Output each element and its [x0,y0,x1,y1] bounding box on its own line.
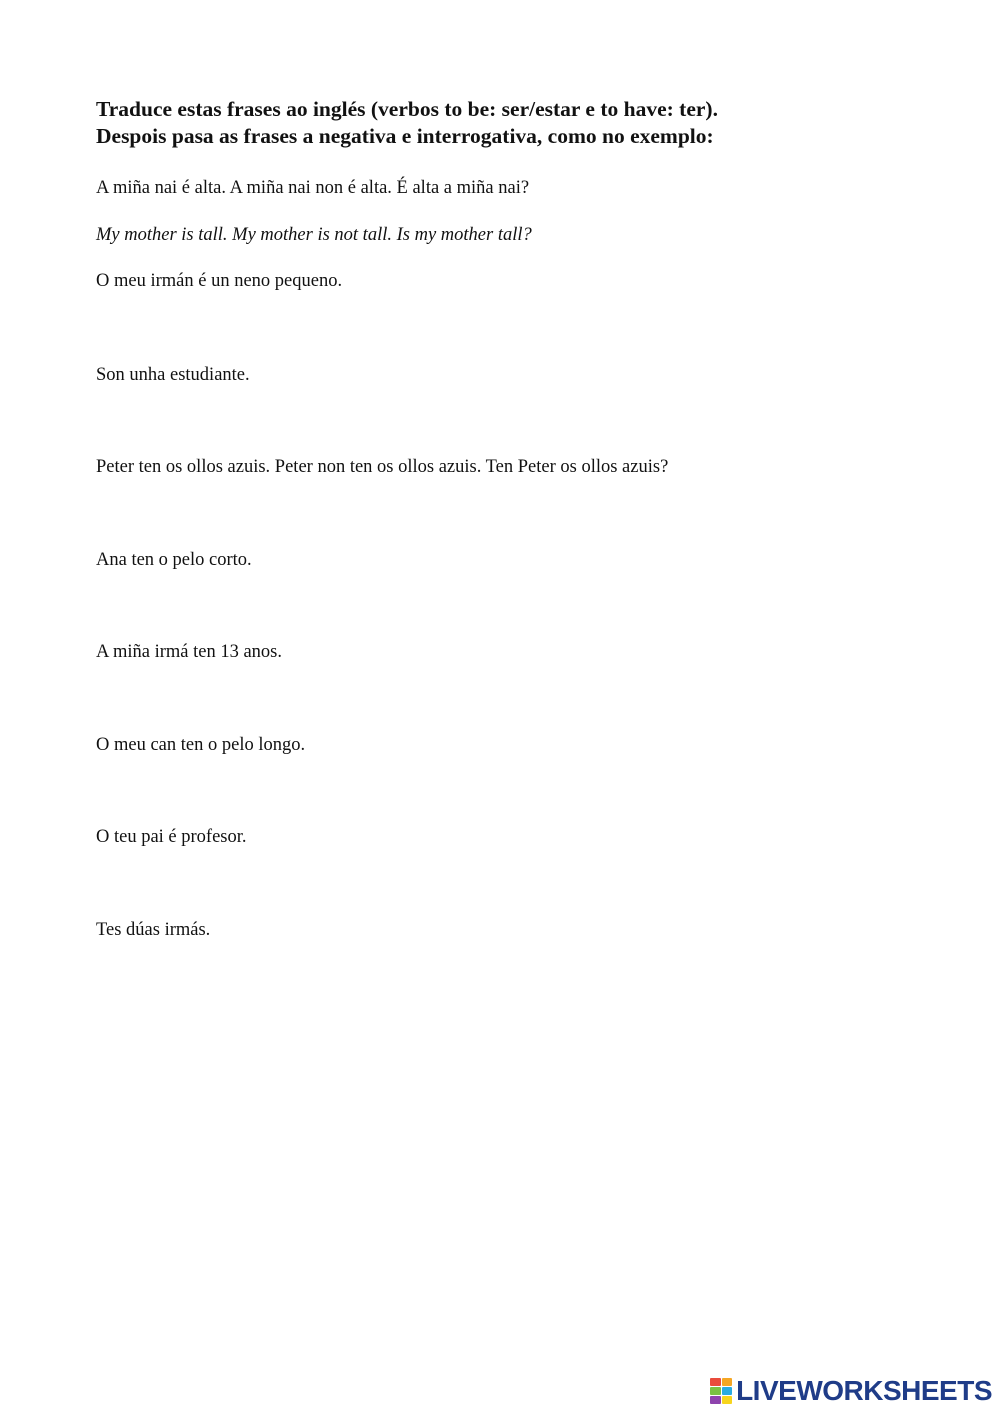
logo-square [722,1396,733,1404]
instructions-heading [96,96,956,150]
sentence-8: Tes dúas irmás. [96,920,211,940]
logo-square [710,1387,721,1395]
liveworksheets-logo-icon [710,1378,732,1404]
instructions-line-1: Traduce estas frases ao inglés (verbos to be: ser/estar e to have: ter). [96,97,718,121]
logo-square [710,1378,721,1386]
sentence-1: O meu irmán é un neno pequeno. [96,271,343,291]
sentence-3: Peter ten os ollos azuis. Peter non ten os ollos azuis. Ten Peter os ollos azuis? [96,457,669,477]
sentence-6: O meu can ten o pelo longo. [96,735,306,755]
example-english: My mother is tall. My mother is not tall. Is my mother tall? [96,225,532,245]
sentence-4: Ana ten o pelo corto. [96,550,252,570]
instructions-line-2: Despois pasa as frases a negativa e interrogativa, como no exemplo: [96,124,714,148]
sentence-2: Son unha estudiante. [96,365,250,385]
sentence-7: O teu pai é profesor. [96,827,247,847]
brand-wordmark: LIVEWORKSHEETS [736,1375,992,1406]
example-galician: A miña nai é alta. A miña nai non é alta. É alta a miña nai? [96,178,530,198]
logo-square [722,1387,733,1395]
logo-square [710,1396,721,1404]
liveworksheets-brand [710,1376,992,1406]
logo-square [722,1378,733,1386]
sentence-5: A miña irmá ten 13 anos. [96,642,282,662]
